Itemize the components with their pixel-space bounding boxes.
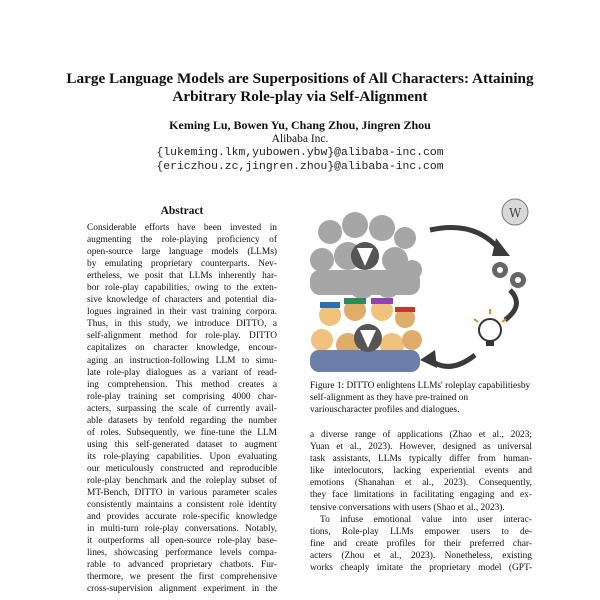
- abstract-line: cross-supervision alignment experiment in the: [87, 584, 277, 595]
- abstract-line: lines, showcasing performance levels compa-: [87, 548, 277, 559]
- figure-caption: [310, 380, 532, 416]
- abstract-line: late role-play dialogues as a variant of read-: [87, 367, 277, 378]
- affiliation: Alibaba Inc.: [271, 133, 329, 145]
- abstract-line: in multi-turn role-play conversations. Notably,: [87, 524, 277, 535]
- arrowhead-bottom: [420, 350, 437, 368]
- abstract-line: of roles. Subsequently, we fine-tune the LLM: [87, 427, 277, 438]
- abstract-line: ing comprehension. This method creates a: [87, 379, 277, 390]
- body-line: a diverse range of applications (Zhao et al., 2023;: [310, 430, 532, 440]
- gear-icon: [492, 262, 526, 288]
- abstract-line: Thus, in this study, we introduce DITTO, a: [87, 319, 277, 330]
- abstract-line: sive knowledge of characters and potential dia-: [87, 295, 277, 306]
- abstract-line: it outperforms all open-source role-play base-: [87, 536, 277, 547]
- abstract-line: acters, surpassing the scale of currently avail-: [87, 403, 277, 414]
- curved-arrow-right: [505, 290, 516, 320]
- email-line-1: {lukeming.lkm,yubowen.ybw}@alibaba-inc.com: [156, 147, 444, 159]
- llm-logo-icon-bottom: [354, 324, 382, 352]
- figure-1: [300, 190, 540, 380]
- body-line: they face limitations in facilitating engaging and ex-: [310, 490, 532, 501]
- caption-line: character profiles and dialogues.: [337, 405, 460, 415]
- abstract-line: logues ingrained in their vast training corpora.: [87, 307, 277, 318]
- author-list: Keming Lu, Bowen Yu, Chang Zhou, Jingren Zhou: [169, 118, 431, 132]
- curved-arrow-bottom: [430, 355, 475, 366]
- abstract-line: our meticulously constructed and reproducible: [87, 463, 277, 474]
- abstract-heading: Abstract: [160, 205, 204, 217]
- abstract-line: by emulating proprietary counterparts. Nev-: [87, 259, 277, 270]
- body-line: works cheaply imitate the proprietary model (GPT-: [310, 563, 532, 574]
- title-line-1: Large Language Models are Superpositions of All Characters: Attaining: [66, 70, 534, 87]
- abstract-line: ertheless, we posit that LLMs inherently har-: [87, 271, 277, 282]
- svg-text:W: W: [509, 206, 522, 220]
- caption-line: Figure 1: DITTO enlightens LLMs' roleplay capabilities: [310, 381, 521, 391]
- title-line-2: Arbitrary Role-play via Self-Alignment: [172, 88, 428, 105]
- abstract-line: self-alignment method for role-play. DITTO: [87, 331, 277, 342]
- abstract-line: thermore, we present the first comprehensive: [87, 572, 277, 583]
- abstract-line: open-source large language models (LLMs): [87, 247, 277, 258]
- lightbulb-icon: [474, 309, 506, 346]
- body-line: task assistants, LLMs typically differ from human-: [310, 454, 532, 465]
- body-line: like interlocutors, lacking experiential events and: [310, 466, 532, 477]
- caption-line: by self-alignment as they have pre-trained on various: [310, 381, 531, 415]
- abstract-line: Considerable efforts have been invested in: [87, 223, 277, 233]
- abstract-line: MT-Bench, DITTO in various parameter scales: [87, 488, 277, 499]
- abstract-line: its role-playing capabilities. Upon evaluating: [87, 451, 277, 462]
- wikipedia-globe-icon: [502, 199, 528, 225]
- body-line: fine and create profiles for their preferred char-: [310, 538, 532, 549]
- abstract-line: able datasets by tenfold regarding the number: [87, 415, 277, 426]
- curved-arrow-top: [430, 228, 500, 251]
- abstract-line: augmenting the role-playing proficiency of: [87, 235, 277, 246]
- abstract-line: role-play benchmark and the roleplay subset of: [87, 475, 277, 486]
- paper-title: [40, 70, 560, 106]
- llm-logo-icon: [351, 242, 379, 270]
- abstract-line: aging an instruction-following LLM to simu-: [87, 355, 277, 366]
- abstract-line: role-play training set comprising 4000 char-: [87, 391, 277, 402]
- abstract-line: bor role-play capabilities, owing to the exten-: [87, 283, 277, 294]
- body-line: tions, Role-play LLMs empower users to de-: [310, 526, 532, 537]
- body-text: [310, 429, 532, 574]
- abstract-line: capitalizes on character knowledge, encour-: [87, 343, 277, 354]
- abstract-line: using this self-generated dataset to augment: [87, 439, 277, 450]
- body-line: To infuse emotional value into user interac-: [320, 514, 532, 525]
- abstract-line: rable to advanced proprietary chatbots. Fur-: [87, 560, 277, 571]
- body-line: tensive conversations with users (Shao et al., 2023).: [310, 502, 505, 513]
- body-line: Yuan et al., 2023). However, designed as universal: [310, 442, 532, 453]
- abstract-body: [87, 222, 277, 595]
- abstract-line: and provides accurate role-specific knowledge: [87, 512, 277, 523]
- arrowhead-top: [492, 238, 510, 256]
- email-line-2: {ericzhou.zc,jingren.zhou}@alibaba-inc.com: [156, 161, 444, 173]
- body-line: acters (Zhou et al., 2023). Nonetheless, existing: [310, 550, 532, 561]
- abstract-line: consistently maintains a consistent role identity: [87, 500, 277, 511]
- body-line: emotions (Shanahan et al., 2023). Consequently,: [310, 478, 532, 489]
